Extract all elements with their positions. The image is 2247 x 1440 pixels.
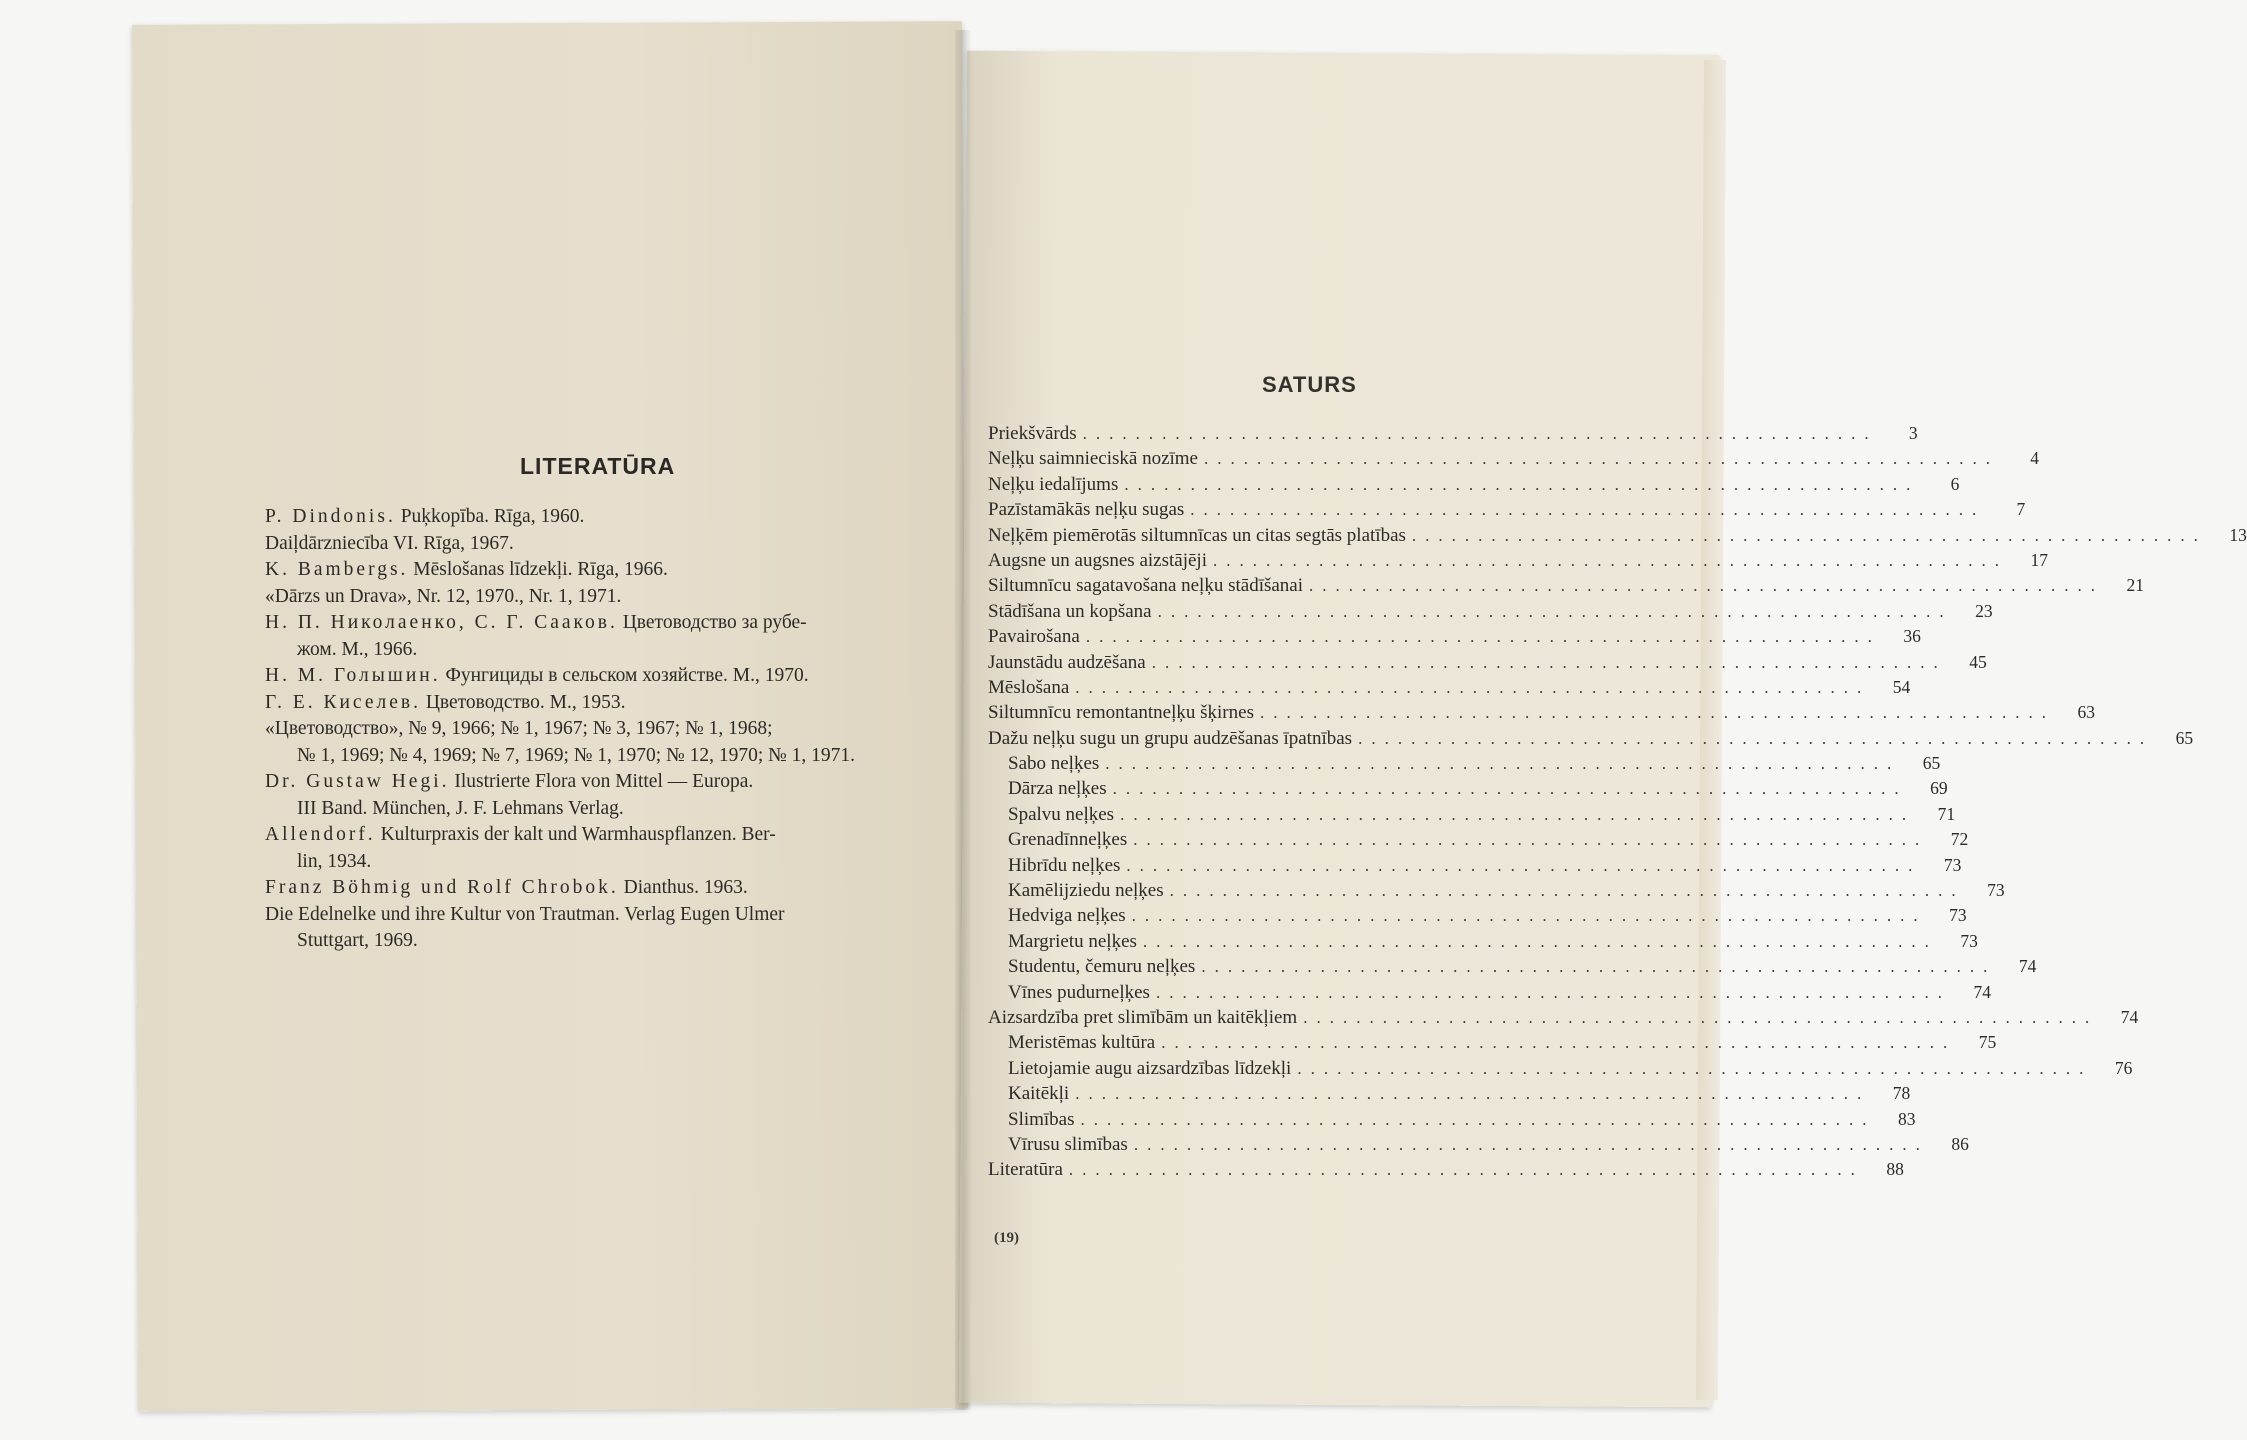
- toc-leader-dots: ............................................................: [1161, 1033, 1957, 1053]
- toc-entry: [988, 829, 1969, 854]
- reference-author: Н. П. Николаенко, С. Г. Сааков.: [265, 612, 618, 633]
- toc-entry-title: Siltumnīcu sagatavošana neļķu stādīšanai: [988, 575, 1304, 597]
- reference-item: [265, 769, 925, 822]
- toc-page-number: 75: [1978, 1032, 1997, 1053]
- toc-entry-title: Pavairošana: [988, 626, 1080, 648]
- toc-entry: [988, 905, 1967, 930]
- toc-entry-title: Margrietu neļķes: [1008, 930, 1137, 952]
- toc-leader-dots: ............................................................: [1075, 677, 1871, 697]
- reference-continuation: lin, 1934.: [297, 850, 372, 872]
- toc-page-number: 21: [2126, 575, 2145, 596]
- toc-leader-dots: ............................................................: [1169, 881, 1965, 901]
- reference-text: Цветоводство за рубе-: [622, 612, 807, 633]
- toc-entry: [988, 575, 2145, 600]
- toc-entry-title: Sabo neļķes: [1008, 753, 1100, 775]
- toc-entry-title: Neļķēm piemērotās siltumnīcas un citas segtās platības: [988, 524, 1406, 546]
- toc-entry-title: Kaitēkļi: [1008, 1083, 1070, 1105]
- reference-author: K. Bambergs.: [265, 559, 409, 580]
- reference-item: [265, 610, 925, 663]
- toc-page-number: 73: [1960, 930, 1978, 951]
- toc-entry: [988, 880, 2005, 905]
- toc-page-number: 36: [1903, 626, 1921, 647]
- toc-entry: [988, 854, 1962, 880]
- toc-entry-title: Hibrīdu neļķes: [1008, 854, 1121, 876]
- reference-text: Puķkopība. Rīga, 1960.: [400, 506, 585, 527]
- toc-entry: [988, 448, 2039, 473]
- toc-entry: [988, 423, 1918, 448]
- toc-leader-dots: ............................................................: [1157, 601, 1953, 621]
- toc-entry: [988, 981, 1991, 1007]
- toc-entry-title: Priekšvārds: [988, 423, 1077, 444]
- reference-item: [265, 690, 925, 717]
- toc-page-number: 71: [1937, 803, 1956, 824]
- reference-item: [265, 531, 925, 558]
- toc-leader-dots: ............................................................: [1075, 1084, 1871, 1104]
- toc-entry: [988, 1057, 2133, 1083]
- toc-leader-dots: ............................................................: [1212, 550, 2008, 570]
- toc-page-number: 54: [1892, 676, 1911, 697]
- reference-author: Г. Е. Киселев.: [265, 691, 421, 713]
- toc-entry: [988, 1108, 1916, 1134]
- reference-author: Н. М. Голышин.: [265, 665, 441, 686]
- toc-leader-dots: ............................................................: [1080, 1109, 1876, 1129]
- toc-leader-dots: ............................................................: [1085, 627, 1881, 647]
- toc-page-number: 63: [2077, 702, 2095, 723]
- toc-entry-title: Stādīšana un kopšana: [988, 600, 1152, 622]
- toc-leader-dots: ............................................................: [1124, 474, 1920, 494]
- reference-author: Allendorf.: [265, 824, 376, 845]
- toc-entry: [988, 778, 1948, 803]
- toc-entry: [988, 524, 2247, 550]
- toc-page-number: 73: [1943, 854, 1962, 875]
- reference-continuation: Stuttgart, 1969.: [297, 930, 418, 951]
- toc-entry-title: Siltumnīcu remontantneļķu šķirnes: [988, 702, 1254, 724]
- toc-page-number: 86: [1951, 1133, 1969, 1154]
- toc-leader-dots: ............................................................: [1151, 652, 1947, 672]
- toc-page-number: 78: [1892, 1083, 1911, 1104]
- toc-entry: [988, 651, 1987, 677]
- toc-page-number: 3: [1908, 423, 1918, 443]
- toc-entry-title: Meristēmas kultūra: [1008, 1032, 1156, 1054]
- toc-entry: [988, 803, 1956, 829]
- toc-entry-title: Lietojamie augu aizsardzības līdzekļi: [1008, 1057, 1292, 1079]
- reference-item: [265, 557, 925, 584]
- toc-entry: [988, 727, 2194, 753]
- toc-entry-title: Mēslošana: [988, 676, 1070, 698]
- toc-page-number: 17: [2030, 549, 2048, 570]
- reference-item: [265, 875, 925, 902]
- toc-leader-dots: ............................................................: [1201, 957, 1997, 977]
- toc-entry: [988, 473, 1960, 499]
- toc-leader-dots: ............................................................: [1082, 424, 1878, 443]
- toc-leader-dots: ............................................................: [1155, 982, 1951, 1002]
- reference-item: [265, 584, 925, 611]
- signature-mark: (19): [994, 1230, 1019, 1246]
- toc-page-number: 73: [1987, 880, 2005, 901]
- toc-entry: [988, 753, 1941, 778]
- toc-page-number: 74: [1973, 981, 1991, 1002]
- toc-page-number: 23: [1975, 600, 1993, 621]
- toc-entry-title: Augsne un augsnes aizstājēji: [988, 549, 1207, 571]
- toc-page-number: 65: [2175, 727, 2194, 748]
- toc-entry: [988, 1159, 1904, 1184]
- reference-continuation: № 1, 1969; № 4, 1969; № 7, 1969; № 1, 1970; № 12, 1970; № 1, 1971.: [297, 744, 855, 766]
- reference-author: Dr. Gustaw Hegi.: [265, 771, 450, 792]
- reference-text: Kulturpraxis der kalt und Warmhauspflanzen. Ber-: [380, 824, 776, 845]
- toc-page-number: 65: [1922, 753, 1941, 774]
- toc-entry: [988, 676, 1911, 702]
- toc-leader-dots: ............................................................: [1131, 906, 1927, 926]
- toc-entry: [988, 702, 2095, 727]
- toc-page-number: 88: [1886, 1159, 1904, 1180]
- toc-leader-dots: ............................................................: [1411, 525, 2207, 545]
- toc-entry-title: Spalvu neļķes: [1008, 803, 1115, 825]
- book-spine: [955, 30, 971, 1410]
- toc-page-number: 7: [2016, 499, 2026, 520]
- toc-leader-dots: ............................................................: [1303, 1007, 2099, 1027]
- toc-entry-title: Hedviga neļķes: [1008, 905, 1126, 927]
- toc-leader-dots: ............................................................: [1068, 1160, 1864, 1180]
- toc-page-number: 76: [2114, 1057, 2133, 1078]
- toc-page-number: 6: [1950, 473, 1960, 494]
- toc-leader-dots: ............................................................: [1297, 1058, 2093, 1078]
- toc-page-number: 13: [2229, 524, 2247, 545]
- toc-page-number: 74: [2018, 956, 2037, 977]
- toc-entry-title: Dārza neļķes: [1008, 778, 1107, 800]
- toc-page-number: 4: [2030, 448, 2039, 469]
- toc-entry-title: Jaunstādu audzēšana: [988, 651, 1146, 673]
- toc-leader-dots: ............................................................: [1105, 754, 1901, 774]
- toc-entry: [988, 626, 1921, 651]
- toc-entry-title: Aizsardzība pret slimībām un kaitēkļiem: [988, 1006, 1298, 1028]
- toc-page-number: 74: [2120, 1006, 2139, 1027]
- toc-leader-dots: ............................................................: [1126, 855, 1922, 875]
- reference-text: Mēslošanas līdzekļi. Rīga, 1966.: [413, 559, 668, 580]
- reference-text: «Dārzs un Drava», Nr. 12, 1970., Nr. 1, 1971.: [265, 585, 622, 607]
- toc-entry: [988, 1006, 2139, 1032]
- toc-entry-title: Grenadīnneļķes: [1008, 829, 1128, 851]
- reference-text: Daiļdārzniecība VI. Rīga, 1967.: [265, 532, 514, 554]
- reference-item: [265, 663, 925, 690]
- toc-page-number: 69: [1930, 778, 1948, 799]
- toc-entry-title: Dažu neļķu sugu un grupu audzēšanas īpatnības: [988, 727, 1353, 749]
- toc-leader-dots: ............................................................: [1190, 500, 1986, 520]
- toc-leader-dots: ............................................................: [1358, 728, 2154, 748]
- toc-entry: [988, 1083, 1911, 1108]
- toc-entry-title: Pazīstamākās neļķu sugas: [988, 499, 1185, 521]
- reference-text: Ilustrierte Flora von Mittel — Europa.: [454, 771, 754, 792]
- toc-entry-title: Vīnes pudurneļķes: [1008, 981, 1150, 1003]
- toc-entry: [988, 1032, 1997, 1057]
- reference-text: Цветоводство. М., 1953.: [425, 691, 626, 713]
- toc-entry-title: Neļķu saimnieciskā nozīme: [988, 448, 1198, 470]
- toc-page-number: 83: [1898, 1108, 1916, 1129]
- toc-entry: [988, 1133, 1969, 1159]
- toc-leader-dots: ............................................................: [1133, 1134, 1929, 1154]
- reference-text: Die Edelnelke und ihre Kultur von Trautman. Verlag Eugen Ulmer: [265, 903, 785, 925]
- toc-leader-dots: ............................................................: [1142, 931, 1938, 951]
- toc-entry-title: Neļķu iedalījums: [988, 473, 1119, 495]
- reference-text: Dianthus. 1963.: [623, 877, 748, 898]
- literature-list: [265, 504, 925, 955]
- reference-author: Franz Böhmig und Rolf Chrobok.: [265, 877, 619, 898]
- reference-item: [265, 822, 925, 875]
- reference-text: Фунгициды в сельском хозяйстве. М., 1970.: [445, 665, 809, 686]
- toc-leader-dots: ............................................................: [1309, 576, 2105, 596]
- reference-text: «Цветоводство», № 9, 1966; № 1, 1967; № 3, 1967; № 1, 1968;: [265, 718, 773, 739]
- reference-author: P. Dindonis.: [265, 506, 396, 527]
- contents-heading: SATURS: [1262, 372, 1357, 397]
- table-of-contents: [988, 423, 2247, 1185]
- reference-continuation: жом. М., 1966.: [297, 638, 418, 660]
- toc-leader-dots: ............................................................: [1112, 779, 1908, 799]
- toc-page-number: 73: [1949, 905, 1967, 926]
- toc-page-number: 45: [1969, 651, 1987, 672]
- toc-entry: [988, 549, 2048, 575]
- toc-entry: [988, 930, 1978, 956]
- toc-entry-title: Vīrusu slimības: [1008, 1133, 1128, 1155]
- toc-entry: [988, 956, 2037, 981]
- reference-item: [265, 504, 925, 531]
- toc-entry-title: Literatūra: [988, 1159, 1063, 1181]
- reference-item: [265, 716, 925, 769]
- toc-leader-dots: ............................................................: [1133, 830, 1929, 850]
- toc-leader-dots: ............................................................: [1204, 449, 1999, 469]
- toc-entry: [988, 600, 1993, 626]
- toc-entry: [988, 499, 2026, 524]
- toc-entry-title: Kamēlijziedu neļķes: [1008, 880, 1164, 902]
- toc-leader-dots: ............................................................: [1120, 804, 1916, 824]
- reference-continuation: III Band. München, J. F. Lehmans Verlag.: [297, 797, 624, 819]
- toc-entry-title: Slimības: [1008, 1108, 1075, 1130]
- toc-leader-dots: ............................................................: [1259, 703, 2055, 723]
- literature-heading: LITERATŪRA: [520, 453, 676, 479]
- reference-item: [265, 902, 925, 955]
- toc-entry-title: Studentu, čemuru neļķes: [1008, 956, 1196, 978]
- toc-page-number: 72: [1950, 829, 1969, 850]
